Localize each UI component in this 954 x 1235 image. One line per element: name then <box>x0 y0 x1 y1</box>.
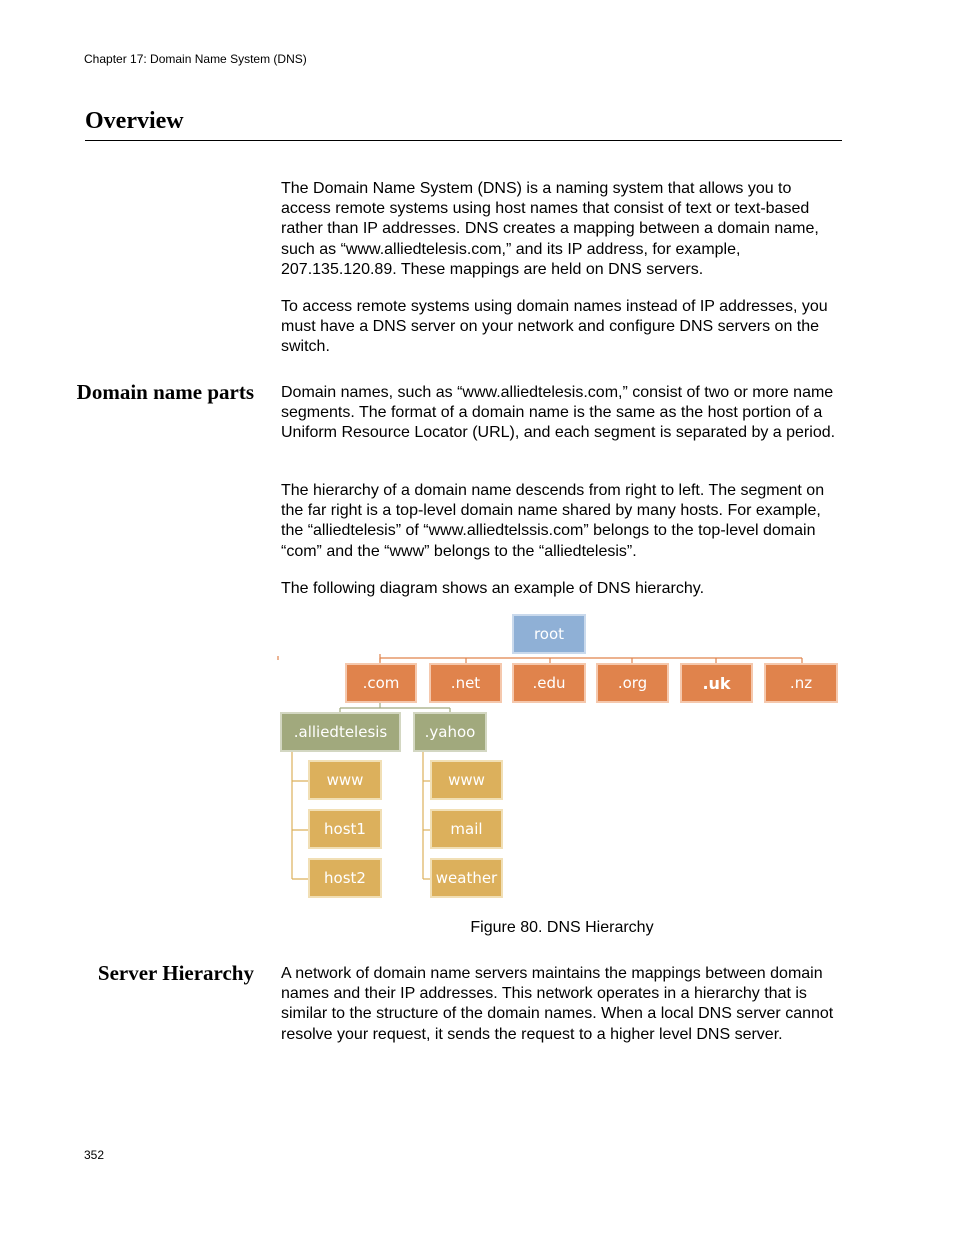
node-tld-org: .org <box>596 663 669 703</box>
node-host-weather: weather <box>430 858 503 898</box>
title-rule <box>85 140 842 141</box>
node-root: root <box>512 614 586 654</box>
node-tld-edu: .edu <box>512 663 586 703</box>
node-host-host2: host2 <box>308 858 382 898</box>
node-domain-yahoo: .yahoo <box>413 712 487 752</box>
overview-paragraph-2: To access remote systems using domain names instead of IP addresses, you must have a DNS server on your network and configure DNS servers on the switch. <box>281 298 828 356</box>
dns-hierarchy-diagram <box>270 608 850 908</box>
section-title-overview: Overview <box>85 108 184 134</box>
running-head: Chapter 17: Domain Name System (DNS) <box>84 52 307 66</box>
heading-domain-name-parts: Domain name parts <box>76 380 254 404</box>
overview-paragraph-1: The Domain Name System (DNS) is a naming system that allows you to access remote systems using host names that consist of text or text-based rather than IP addresses. DNS creates a mapping between a domain name, such as “www.alliedtelesis.com,” and its IP address, for example, 207.135.120.89. These mappings are held on DNS servers. <box>281 180 819 278</box>
figure-caption: Figure 80. DNS Hierarchy <box>470 919 654 936</box>
server-hierarchy-paragraph-1: A network of domain name servers maintains the mappings between domain names and their IP addresses. This network operates in a hierarchy that is similar to the structure of the domain names. When a local DNS server cannot resolve your request, it sends the request to a higher level DNS server. <box>281 965 834 1043</box>
domain-parts-paragraph-3: The following diagram shows an example of DNS hierarchy. <box>281 580 705 597</box>
node-tld-net: .net <box>429 663 502 703</box>
page-number: 352 <box>84 1148 105 1162</box>
node-host-www-allied: www <box>308 760 382 800</box>
node-tld-com: .com <box>345 663 417 703</box>
heading-server-hierarchy: Server Hierarchy <box>97 961 254 985</box>
node-domain-alliedtelesis: .alliedtelesis <box>280 712 401 752</box>
domain-parts-paragraph-2: The hierarchy of a domain name descends from right to left. The segment on the far right is a top-level domain name shared by many hosts. For example, the “alliedtelesis” of “www.alliedtelssis.com” belongs to the top-level domain “com” and the “www” belongs to the “alliedtelesis”. <box>281 482 825 560</box>
node-host-www-yahoo: www <box>430 760 503 800</box>
domain-parts-paragraph-1: Domain names, such as “www.alliedtelesis.com,” consist of two or more name segments. The format of a domain name is the same as the host portion of a Uniform Resource Locator (URL), and each segment is separated by a period. <box>281 384 836 442</box>
node-host-host1: host1 <box>308 809 382 849</box>
node-tld-uk: .uk <box>680 663 753 703</box>
node-host-mail: mail <box>430 809 503 849</box>
node-tld-nz: .nz <box>764 663 838 703</box>
